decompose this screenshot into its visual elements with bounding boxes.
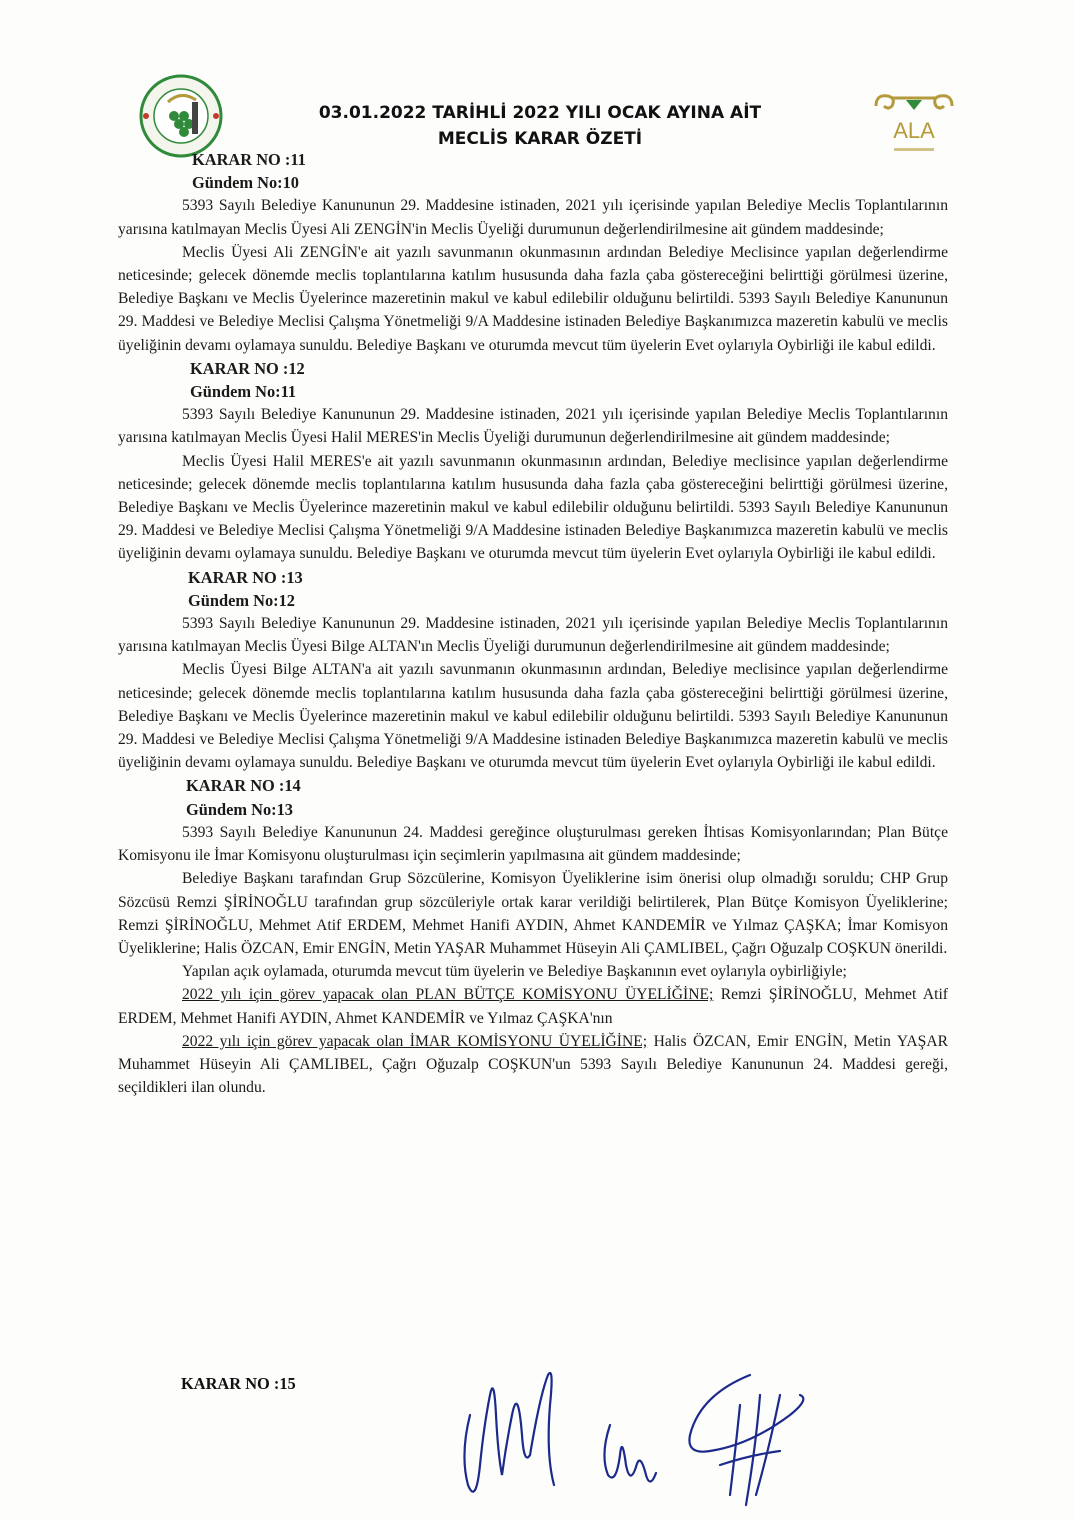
decision-11 — [118, 148, 948, 357]
decision-14-paragraph-1: 5393 Sayılı Belediye Kanununun 24. Maddesi gereğince oluşturulması gereken İhtisas Komisyonlarından; Plan Bütçe Komisyonu ile İmar Komisyonu oluşturulması için seçimlerin yapılmasına ait gündem maddesinde; — [118, 823, 948, 865]
title-line-2: MECLİS KARAR ÖZETİ — [437, 129, 643, 149]
decision-14-paragraph-3: Yapılan açık oylamada, oturumda mevcut tüm üyelerin ve Belediye Başkanının evet oylarıyla oybirliğiyle; — [182, 963, 847, 981]
signature-2 — [604, 1425, 656, 1482]
karar-no-15: KARAR NO :15 — [181, 1374, 296, 1393]
decision-12 — [118, 357, 948, 566]
plan-butce-members: Remzi ŞİRİNOĞLU, Mehmet Atif ERDEM, Mehmet Hanifi AYDIN, Ahmet KANDEMİR ve Yılmaz ÇAŞKA'nın — [118, 986, 948, 1027]
gundem-no-12: Gündem No:12 — [188, 590, 296, 610]
ala-logo-text: ALA — [893, 118, 935, 143]
title-line-1: 03.01.2022 TARİHLİ 2022 YILI OCAK AYINA AİT — [318, 103, 762, 123]
decision-12-paragraph-1: 5393 Sayılı Belediye Kanununun 29. Maddesine istinaden, 2021 yılı içerisinde yapılan Belediye Meclis Toplantılarının yarısına katılmayan Meclis Üyesi Halil MERES'in Meclis Üyeliği durumunun değerlendirilmesine ait gündem maddesinde; — [118, 406, 948, 447]
decision-14 — [118, 774, 948, 1099]
signatures — [450, 1355, 830, 1515]
decision-12-paragraph-2: Meclis Üyesi Halil MERES'e ait yazılı savunmanın okunmasının ardından, Belediye meclisince yapılan değerlendirme neticesinde; gelecek dönemde meclis toplantılarına katılım hususunda daha fazla çaba göstereceğini belirttiği görülmesi üzerine, Belediye Başkanı ve Meclis Üyelerince mazeretinin makul ve kabul edilebilir olduğunu belirtildi. 5393 Sayılı Belediye Kanununun 29. Maddesi ve Belediye Meclisi Çalışma Yönetmeliği 9/A Maddesine istinaden Belediye Başkanımızca mazeretin kabulü ve meclis üyeliğinin devamı oylamaya sunuldu. Belediye Başkanı ve oturumda mevcut tüm üyelerin Evet oylarıyla Oybirliği ile kabul edildi. — [118, 452, 948, 563]
karar-no-14: KARAR NO :14 — [186, 776, 301, 796]
decision-14-paragraph-4 — [118, 983, 948, 1029]
signature-1 — [464, 1373, 554, 1492]
decision-13-paragraph-2: Meclis Üyesi Bilge ALTAN'a ait yazılı savunmanın okunmasının ardından, Belediye meclisince yapılan değerlendirme neticesinde; gelecek dönemde meclis toplantılarına katılım hususunda daha fazla çaba göstereceğini belirttiği görülmesi üzerine, Belediye Başkanı ve Meclis Üyelerince mazeretinin makul ve kabul edilebilir olduğunu belirtildi. 5393 Sayılı Belediye Kanununun 29. Maddesi ve Belediye Meclisi Çalışma Yönetmeliği 9/A Maddesine istinaden Belediye Başkanımızca mazeretin kabulü ve meclis üyeliğinin devamı oylamaya sunuldu. Belediye Başkanı ve oturumda mevcut tüm üyelerin Evet oylarıyla Oybirliği ile kabul edildi. — [118, 661, 948, 772]
decision-13 — [118, 566, 948, 775]
decision-14-paragraph-2: Belediye Başkanı tarafından Grup Sözcülerine, Komisyon Üyeliklerine isim önerisi olup olmadığı soruldu; CHP Grup Sözcüsü Remzi ŞİRİNOĞLU tarafından grup sözcüleriyle ortak karar verildiği belirtilerek, Plan Bütçe Komisyon Üyeliklerine; Remzi ŞİRİNOĞLU, Mehmet Atif ERDEM, Mehmet Hanifi AYDIN, Ahmet KANDEMİR ve Yılmaz ÇAŞKA; İmar Komisyon Üyeliklerine; Halis ÖZCAN, Emir ENGİN, Metin YAŞAR Muhammet Hüseyin Ali ÇAMLIBEL, Çağrı Oğuzalp COŞKUN önerildi. — [118, 870, 948, 957]
karar-no-11: KARAR NO :11 — [192, 150, 306, 169]
karar-no-12: KARAR NO :12 — [190, 358, 305, 378]
decision-11-paragraph-1: 5393 Sayılı Belediye Kanununun 29. Maddesine istinaden, 2021 yılı içerisinde yapılan Belediye Meclis Toplantılarının yarısına katılmayan Meclis Üyesi Ali ZENGİN'in Meclis Üyeliği durumunun değerlendirilmesine ait gündem maddesinde; — [118, 197, 948, 238]
decision-11-paragraph-2: Meclis Üyesi Ali ZENGİN'e ait yazılı savunmanın okunmasının ardından Belediye Meclisince yapılan değerlendirme neticesinde; gelecek dönemde meclis toplantılarına katılım hususunda daha fazla çaba göstereceğini belirttiği görülmesi üzerine, Belediye Başkanı ve Meclis Üyelerince mazeretinin makul ve kabul edilebilir olduğunu belirtildi. 5393 Sayılı Belediye Kanununun 29. Maddesi ve Belediye Meclisi Çalışma Yönetmeliği 9/A Maddesine istinaden Belediye Başkanımızca mazeretin kabulü ve meclis üyeliğinin devamı oylamaya sunuldu. Belediye Başkanı ve oturumda mevcut tüm üyelerin Evet oylarıyla Oybirliği ile kabul edildi. — [118, 243, 948, 354]
decision-content — [118, 148, 948, 1099]
page-title — [300, 100, 780, 152]
decision-13-paragraph-1: 5393 Sayılı Belediye Kanununun 29. Maddesine istinaden, 2021 yılı içerisinde yapılan Belediye Meclis Toplantılarının yarısına katılmayan Meclis Üyesi Bilge ALTAN'ın Meclis Üyeliği durumunun değerlendirilmesine ait gündem maddesinde; — [118, 615, 948, 656]
gundem-no-13: Gündem No:13 — [186, 799, 294, 819]
imar-heading: 2022 yılı için görev yapacak olan İMAR KOMİSYONU ÜYELİĞİNE; — [182, 1032, 648, 1050]
imar-members: Halis ÖZCAN, Emir ENGİN, Metin YAŞAR Muhammet Hüseyin Ali ÇAMLIBEL, Çağrı Oğuzalp COŞKUN'un 5393 Sayılı Belediye Kanununun 24. Maddesi gereği, seçildikleri ilan olundu. — [118, 1032, 949, 1097]
gundem-no-10: Gündem No:10 — [192, 173, 300, 193]
decision-14-paragraph-5 — [118, 1030, 948, 1100]
karar-no-13: KARAR NO :13 — [188, 567, 303, 587]
gundem-no-11: Gündem No:11 — [190, 382, 297, 402]
plan-butce-heading: 2022 yılı için görev yapacak olan PLAN BÜTÇE KOMİSYONU ÜYELİĞİNE; — [182, 986, 714, 1004]
signature-3 — [689, 1375, 803, 1505]
